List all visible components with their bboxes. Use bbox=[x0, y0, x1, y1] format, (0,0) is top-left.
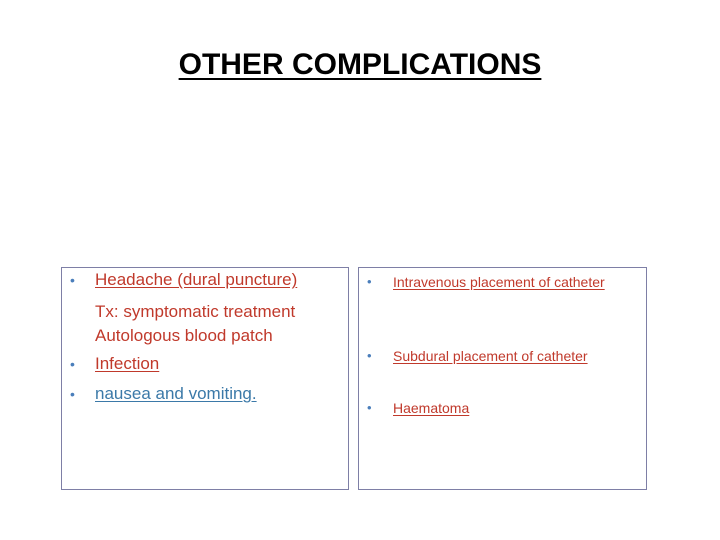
bullet-icon: • bbox=[367, 348, 372, 363]
left-item-headache: Headache (dural puncture) bbox=[95, 270, 298, 289]
left-item-infection: Infection bbox=[95, 354, 160, 373]
bullet-icon: • bbox=[70, 272, 75, 288]
right-item-haematoma: Haematoma bbox=[393, 400, 470, 416]
slide-title: OTHER COMPLICATIONS bbox=[178, 48, 542, 81]
bullet-icon: • bbox=[367, 400, 372, 415]
right-content-box bbox=[358, 267, 647, 490]
bullet-icon: • bbox=[70, 356, 75, 372]
left-subline-blood-patch: Autologous blood patch bbox=[95, 326, 273, 345]
bullet-icon: • bbox=[70, 386, 75, 402]
left-item-nausea: nausea and vomiting. bbox=[95, 384, 257, 403]
left-subline-tx: Tx: symptomatic treatment bbox=[95, 302, 296, 321]
right-item-intravenous: Intravenous placement of catheter bbox=[393, 274, 605, 290]
bullet-icon: • bbox=[367, 274, 372, 289]
right-item-subdural: Subdural placement of catheter bbox=[393, 348, 588, 364]
